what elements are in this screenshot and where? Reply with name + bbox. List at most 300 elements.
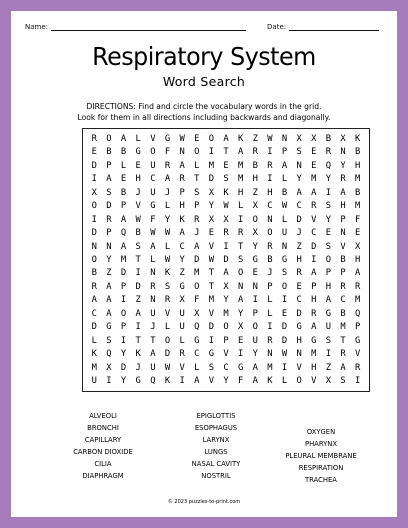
grid-letter[interactable]: S bbox=[325, 241, 332, 252]
grid-letter[interactable]: K bbox=[355, 133, 361, 144]
grid-letter[interactable]: O bbox=[194, 281, 200, 292]
grid-letter[interactable]: R bbox=[252, 147, 258, 158]
grid-letter[interactable]: M bbox=[237, 160, 244, 171]
grid-letter[interactable]: V bbox=[150, 133, 156, 144]
grid-letter[interactable]: L bbox=[164, 322, 171, 333]
grid-letter[interactable]: Y bbox=[208, 201, 214, 212]
grid-letter[interactable]: A bbox=[296, 187, 302, 198]
grid-letter[interactable]: N bbox=[296, 160, 302, 171]
grid-letter[interactable]: Q bbox=[106, 349, 112, 360]
grid-letter[interactable]: A bbox=[252, 376, 258, 387]
grid-letter[interactable]: L bbox=[267, 308, 273, 319]
grid-letter[interactable]: Y bbox=[252, 241, 258, 252]
grid-letter[interactable]: X bbox=[237, 322, 244, 333]
grid-letter[interactable]: P bbox=[355, 322, 361, 333]
grid-letter[interactable]: P bbox=[106, 160, 112, 171]
grid-letter[interactable]: H bbox=[340, 201, 346, 212]
grid-letter[interactable]: W bbox=[179, 133, 185, 144]
grid-letter[interactable]: D bbox=[223, 254, 229, 265]
grid-letter[interactable]: V bbox=[179, 362, 185, 373]
grid-letter[interactable]: A bbox=[252, 362, 258, 373]
grid-letter[interactable]: X bbox=[252, 201, 258, 212]
grid-letter[interactable]: P bbox=[120, 281, 127, 292]
grid-letter[interactable]: C bbox=[194, 349, 200, 360]
grid-letter[interactable]: Y bbox=[325, 214, 332, 225]
grid-letter[interactable]: L bbox=[150, 254, 156, 265]
grid-letter[interactable]: E bbox=[252, 268, 258, 279]
grid-letter[interactable]: O bbox=[120, 308, 127, 319]
grid-letter[interactable]: W bbox=[150, 228, 156, 239]
grid-letter[interactable]: O bbox=[91, 254, 97, 265]
grid-letter[interactable]: H bbox=[325, 281, 332, 292]
grid-letter[interactable]: H bbox=[252, 174, 258, 185]
grid-letter[interactable]: Z bbox=[179, 268, 185, 279]
grid-letter[interactable]: K bbox=[135, 349, 141, 360]
grid-letter[interactable]: O bbox=[223, 322, 229, 333]
grid-letter[interactable]: W bbox=[164, 362, 171, 373]
grid-letter[interactable]: E bbox=[311, 147, 317, 158]
grid-letter[interactable]: V bbox=[223, 349, 229, 360]
grid-letter[interactable]: K bbox=[164, 268, 171, 279]
grid-letter[interactable]: M bbox=[355, 174, 361, 185]
grid-letter[interactable]: Q bbox=[120, 228, 127, 239]
grid-letter[interactable]: N bbox=[237, 281, 244, 292]
grid-letter[interactable]: R bbox=[179, 174, 185, 185]
grid-letter[interactable]: O bbox=[281, 281, 288, 292]
grid-letter[interactable]: X bbox=[91, 187, 97, 198]
grid-letter[interactable]: R bbox=[194, 214, 200, 225]
grid-letter[interactable]: G bbox=[208, 349, 214, 360]
grid-letter[interactable]: Y bbox=[340, 160, 346, 171]
grid-letter[interactable]: T bbox=[150, 335, 156, 346]
grid-letter[interactable]: R bbox=[296, 268, 302, 279]
grid-letter[interactable]: P bbox=[223, 335, 229, 346]
grid-letter[interactable]: U bbox=[179, 322, 185, 333]
grid-letter[interactable]: K bbox=[223, 187, 229, 198]
grid-letter[interactable]: R bbox=[179, 349, 185, 360]
grid-letter[interactable]: C bbox=[267, 201, 273, 212]
grid-letter[interactable]: H bbox=[311, 362, 317, 373]
grid-letter[interactable]: Z bbox=[135, 295, 141, 306]
grid-letter[interactable]: S bbox=[135, 241, 141, 252]
grid-letter[interactable]: R bbox=[267, 335, 273, 346]
grid-letter[interactable]: A bbox=[194, 241, 200, 252]
grid-letter[interactable]: B bbox=[325, 133, 332, 144]
grid-letter[interactable]: G bbox=[311, 335, 317, 346]
grid-letter[interactable]: P bbox=[267, 281, 273, 292]
grid-letter[interactable]: A bbox=[194, 376, 200, 387]
grid-letter[interactable]: P bbox=[194, 201, 200, 212]
grid-letter[interactable]: I bbox=[179, 376, 185, 387]
grid-letter[interactable]: B bbox=[120, 147, 127, 158]
grid-letter[interactable]: A bbox=[237, 295, 244, 306]
grid-letter[interactable]: J bbox=[267, 268, 273, 279]
grid-letter[interactable]: L bbox=[194, 362, 200, 373]
grid-letter[interactable]: O bbox=[267, 228, 273, 239]
grid-letter[interactable]: E bbox=[223, 160, 229, 171]
grid-letter[interactable]: R bbox=[267, 160, 273, 171]
grid-letter[interactable]: R bbox=[106, 214, 112, 225]
grid-letter[interactable]: N bbox=[267, 349, 273, 360]
grid-letter[interactable]: C bbox=[150, 174, 156, 185]
grid-letter[interactable]: P bbox=[340, 214, 346, 225]
grid-letter[interactable]: Y bbox=[179, 254, 185, 265]
grid-letter[interactable]: B bbox=[355, 147, 361, 158]
grid-letter[interactable]: T bbox=[194, 174, 200, 185]
grid-letter[interactable]: G bbox=[325, 308, 332, 319]
grid-letter[interactable]: A bbox=[340, 187, 346, 198]
grid-letter[interactable]: V bbox=[208, 376, 214, 387]
grid-letter[interactable]: U bbox=[252, 335, 258, 346]
grid-letter[interactable]: Y bbox=[325, 174, 332, 185]
grid-letter[interactable]: G bbox=[135, 147, 141, 158]
grid-letter[interactable]: A bbox=[179, 228, 185, 239]
grid-letter[interactable]: X bbox=[208, 187, 214, 198]
grid-letter[interactable]: A bbox=[223, 268, 229, 279]
grid-letter[interactable]: E bbox=[311, 160, 317, 171]
grid-letter[interactable]: I bbox=[106, 376, 112, 387]
grid-letter[interactable]: S bbox=[208, 362, 214, 373]
grid-letter[interactable]: A bbox=[150, 241, 156, 252]
grid-letter[interactable]: N bbox=[281, 241, 288, 252]
grid-letter[interactable]: S bbox=[281, 268, 288, 279]
grid-letter[interactable]: J bbox=[135, 362, 141, 373]
grid-letter[interactable]: H bbox=[267, 187, 273, 198]
grid-letter[interactable]: R bbox=[340, 281, 346, 292]
grid-letter[interactable]: K bbox=[267, 376, 273, 387]
grid-letter[interactable]: M bbox=[311, 349, 317, 360]
grid-letter[interactable]: H bbox=[237, 187, 244, 198]
grid-letter[interactable]: V bbox=[208, 308, 214, 319]
grid-letter[interactable]: R bbox=[355, 362, 361, 373]
grid-letter[interactable]: Q bbox=[325, 160, 332, 171]
grid-letter[interactable]: U bbox=[179, 308, 185, 319]
grid-letter[interactable]: U bbox=[150, 187, 156, 198]
grid-letter[interactable]: F bbox=[237, 376, 244, 387]
grid-letter[interactable]: P bbox=[252, 308, 258, 319]
grid-letter[interactable]: X bbox=[223, 214, 229, 225]
grid-letter[interactable]: V bbox=[355, 349, 361, 360]
grid-letter[interactable]: L bbox=[135, 133, 141, 144]
grid-letter[interactable]: B bbox=[340, 254, 346, 265]
grid-letter[interactable]: H bbox=[135, 174, 141, 185]
grid-letter[interactable]: R bbox=[164, 295, 171, 306]
grid-letter[interactable]: H bbox=[355, 254, 361, 265]
grid-letter[interactable]: X bbox=[355, 241, 361, 252]
grid-letter[interactable]: W bbox=[135, 214, 141, 225]
grid-letter[interactable]: W bbox=[164, 254, 171, 265]
grid-letter[interactable]: D bbox=[281, 322, 288, 333]
grid-letter[interactable]: I bbox=[91, 214, 97, 225]
grid-letter[interactable]: M bbox=[355, 295, 361, 306]
grid-letter[interactable]: O bbox=[194, 147, 200, 158]
grid-letter[interactable]: Z bbox=[296, 241, 302, 252]
grid-letter[interactable]: G bbox=[252, 254, 258, 265]
grid-letter[interactable]: N bbox=[281, 133, 288, 144]
grid-letter[interactable]: N bbox=[267, 214, 273, 225]
grid-letter[interactable]: P bbox=[325, 268, 332, 279]
grid-letter[interactable]: X bbox=[223, 281, 229, 292]
grid-letter[interactable]: I bbox=[311, 254, 317, 265]
grid-letter[interactable]: I bbox=[325, 187, 332, 198]
grid-letter[interactable]: R bbox=[325, 147, 332, 158]
grid-letter[interactable]: O bbox=[164, 335, 171, 346]
grid-letter[interactable]: N bbox=[150, 268, 156, 279]
grid-letter[interactable]: O bbox=[208, 133, 214, 144]
grid-letter[interactable]: B bbox=[106, 147, 112, 158]
grid-letter[interactable]: E bbox=[91, 147, 97, 158]
grid-letter[interactable]: L bbox=[179, 335, 185, 346]
grid-letter[interactable]: T bbox=[340, 335, 346, 346]
grid-letter[interactable]: L bbox=[281, 376, 288, 387]
grid-letter[interactable]: G bbox=[296, 322, 302, 333]
grid-letter[interactable]: C bbox=[340, 295, 346, 306]
grid-letter[interactable]: H bbox=[355, 160, 361, 171]
grid-letter[interactable]: Y bbox=[164, 214, 171, 225]
grid-letter[interactable]: Y bbox=[223, 295, 229, 306]
grid-letter[interactable]: D bbox=[91, 160, 97, 171]
grid-letter[interactable]: T bbox=[208, 268, 214, 279]
grid-letter[interactable]: E bbox=[120, 174, 127, 185]
grid-letter[interactable]: A bbox=[237, 147, 244, 158]
grid-letter[interactable]: X bbox=[208, 214, 214, 225]
grid-letter[interactable]: N bbox=[106, 241, 112, 252]
grid-letter[interactable]: R bbox=[311, 201, 317, 212]
grid-letter[interactable]: I bbox=[325, 349, 332, 360]
grid-letter[interactable]: R bbox=[340, 174, 346, 185]
grid-letter[interactable]: S bbox=[325, 335, 332, 346]
grid-letter[interactable]: N bbox=[91, 241, 97, 252]
grid-letter[interactable]: A bbox=[340, 362, 346, 373]
grid-letter[interactable]: Q bbox=[194, 322, 200, 333]
grid-letter[interactable]: D bbox=[120, 268, 127, 279]
grid-letter[interactable]: S bbox=[223, 174, 229, 185]
grid-letter[interactable]: J bbox=[296, 228, 302, 239]
grid-letter[interactable]: M bbox=[120, 254, 127, 265]
grid-letter[interactable]: K bbox=[91, 349, 97, 360]
grid-letter[interactable]: L bbox=[267, 295, 273, 306]
grid-letter[interactable]: X bbox=[340, 133, 346, 144]
grid-letter[interactable]: I bbox=[237, 214, 244, 225]
grid-letter[interactable]: I bbox=[208, 147, 214, 158]
grid-letter[interactable]: R bbox=[150, 281, 156, 292]
grid-letter[interactable]: I bbox=[267, 174, 273, 185]
grid-letter[interactable]: E bbox=[281, 308, 288, 319]
grid-letter[interactable]: E bbox=[237, 335, 244, 346]
grid-letter[interactable]: A bbox=[164, 174, 171, 185]
grid-letter[interactable]: V bbox=[311, 214, 317, 225]
grid-letter[interactable]: L bbox=[120, 160, 127, 171]
grid-letter[interactable]: C bbox=[223, 362, 229, 373]
grid-letter[interactable]: K bbox=[179, 214, 185, 225]
grid-letter[interactable]: I bbox=[267, 322, 273, 333]
grid-letter[interactable]: T bbox=[223, 147, 229, 158]
grid-letter[interactable]: V bbox=[296, 362, 302, 373]
grid-letter[interactable]: A bbox=[120, 133, 127, 144]
grid-letter[interactable]: C bbox=[296, 295, 302, 306]
grid-letter[interactable]: M bbox=[267, 362, 273, 373]
grid-letter[interactable]: Y bbox=[120, 376, 127, 387]
grid-letter[interactable]: Q bbox=[150, 376, 156, 387]
grid-letter[interactable]: C bbox=[311, 228, 317, 239]
grid-letter[interactable]: I bbox=[267, 147, 273, 158]
grid-letter[interactable]: I bbox=[208, 335, 214, 346]
grid-letter[interactable]: Y bbox=[223, 376, 229, 387]
grid-letter[interactable]: Y bbox=[120, 349, 127, 360]
grid-letter[interactable]: G bbox=[194, 335, 200, 346]
grid-letter[interactable]: D bbox=[91, 322, 97, 333]
grid-letter[interactable]: P bbox=[340, 268, 346, 279]
grid-letter[interactable]: R bbox=[311, 308, 317, 319]
grid-letter[interactable]: M bbox=[194, 268, 200, 279]
grid-letter[interactable]: S bbox=[106, 335, 112, 346]
grid-letter[interactable]: S bbox=[164, 281, 171, 292]
grid-letter[interactable]: N bbox=[340, 228, 346, 239]
grid-letter[interactable]: G bbox=[281, 254, 288, 265]
grid-letter[interactable]: N bbox=[150, 295, 156, 306]
grid-letter[interactable]: Z bbox=[252, 187, 258, 198]
grid-letter[interactable]: J bbox=[164, 187, 171, 198]
grid-letter[interactable]: Y bbox=[252, 349, 258, 360]
grid-letter[interactable]: S bbox=[106, 187, 112, 198]
grid-letter[interactable]: N bbox=[252, 281, 258, 292]
grid-letter[interactable]: V bbox=[311, 376, 317, 387]
grid-letter[interactable]: I bbox=[135, 322, 141, 333]
grid-letter[interactable]: L bbox=[281, 214, 288, 225]
grid-letter[interactable]: N bbox=[296, 349, 302, 360]
grid-letter[interactable]: I bbox=[252, 295, 258, 306]
grid-letter[interactable]: R bbox=[91, 281, 97, 292]
grid-letter[interactable]: A bbox=[120, 214, 127, 225]
grid-letter[interactable]: R bbox=[164, 160, 171, 171]
grid-letter[interactable]: N bbox=[179, 147, 185, 158]
grid-letter[interactable]: O bbox=[150, 147, 156, 158]
grid-letter[interactable]: U bbox=[150, 308, 156, 319]
grid-letter[interactable]: R bbox=[355, 281, 361, 292]
grid-letter[interactable]: S bbox=[325, 201, 332, 212]
grid-letter[interactable]: A bbox=[106, 174, 112, 185]
grid-letter[interactable]: B bbox=[267, 254, 273, 265]
grid-letter[interactable]: O bbox=[325, 254, 332, 265]
grid-letter[interactable]: L bbox=[164, 241, 171, 252]
date-field[interactable] bbox=[289, 24, 379, 31]
grid-letter[interactable]: A bbox=[179, 160, 185, 171]
grid-letter[interactable]: O bbox=[91, 201, 97, 212]
grid-letter[interactable]: T bbox=[237, 241, 244, 252]
grid-letter[interactable]: A bbox=[120, 241, 127, 252]
grid-letter[interactable]: Z bbox=[325, 362, 332, 373]
grid-letter[interactable]: E bbox=[296, 281, 302, 292]
grid-letter[interactable]: P bbox=[179, 187, 185, 198]
grid-letter[interactable]: D bbox=[296, 214, 302, 225]
grid-letter[interactable]: I bbox=[91, 174, 97, 185]
grid-letter[interactable]: B bbox=[340, 308, 346, 319]
grid-letter[interactable]: P bbox=[106, 228, 112, 239]
grid-letter[interactable]: I bbox=[135, 268, 141, 279]
grid-letter[interactable]: F bbox=[164, 147, 171, 158]
grid-letter[interactable]: C bbox=[91, 308, 97, 319]
grid-letter[interactable]: N bbox=[340, 147, 346, 158]
grid-letter[interactable]: J bbox=[135, 187, 141, 198]
grid-letter[interactable]: A bbox=[91, 295, 97, 306]
grid-letter[interactable]: A bbox=[325, 295, 332, 306]
grid-letter[interactable]: F bbox=[355, 214, 361, 225]
grid-letter[interactable]: G bbox=[164, 133, 171, 144]
grid-letter[interactable]: E bbox=[325, 228, 332, 239]
grid-letter[interactable]: Z bbox=[252, 133, 258, 144]
grid-letter[interactable]: B bbox=[355, 187, 361, 198]
grid-letter[interactable]: W bbox=[281, 349, 288, 360]
grid-letter[interactable]: I bbox=[120, 295, 127, 306]
grid-letter[interactable]: Y bbox=[296, 174, 302, 185]
grid-letter[interactable]: O bbox=[106, 133, 112, 144]
grid-letter[interactable]: D bbox=[208, 174, 214, 185]
grid-letter[interactable]: M bbox=[237, 174, 244, 185]
grid-letter[interactable]: U bbox=[150, 362, 156, 373]
grid-letter[interactable]: J bbox=[150, 322, 156, 333]
grid-letter[interactable]: F bbox=[194, 295, 200, 306]
grid-letter[interactable]: A bbox=[311, 322, 317, 333]
grid-letter[interactable]: X bbox=[179, 295, 185, 306]
grid-letter[interactable]: I bbox=[281, 295, 288, 306]
grid-letter[interactable]: I bbox=[120, 335, 127, 346]
grid-letter[interactable]: O bbox=[252, 322, 258, 333]
grid-letter[interactable]: P bbox=[311, 281, 317, 292]
grid-letter[interactable]: I bbox=[223, 241, 229, 252]
grid-letter[interactable]: A bbox=[355, 268, 361, 279]
grid-letter[interactable]: B bbox=[252, 160, 258, 171]
grid-letter[interactable]: E bbox=[135, 160, 141, 171]
grid-letter[interactable]: S bbox=[296, 147, 302, 158]
grid-letter[interactable]: A bbox=[106, 281, 112, 292]
grid-letter[interactable]: X bbox=[325, 376, 332, 387]
grid-letter[interactable]: M bbox=[311, 174, 317, 185]
grid-letter[interactable]: K bbox=[164, 376, 171, 387]
grid-letter[interactable]: P bbox=[281, 147, 288, 158]
grid-letter[interactable]: D bbox=[106, 201, 112, 212]
grid-letter[interactable]: U bbox=[150, 160, 156, 171]
grid-letter[interactable]: D bbox=[296, 308, 302, 319]
grid-letter[interactable]: L bbox=[164, 201, 171, 212]
grid-letter[interactable]: O bbox=[252, 214, 258, 225]
grid-letter[interactable]: A bbox=[311, 268, 317, 279]
grid-letter[interactable]: A bbox=[150, 349, 156, 360]
grid-letter[interactable]: A bbox=[106, 308, 112, 319]
grid-letter[interactable]: Z bbox=[106, 268, 112, 279]
grid-letter[interactable]: A bbox=[281, 160, 288, 171]
name-field[interactable] bbox=[51, 24, 246, 31]
grid-letter[interactable]: R bbox=[91, 133, 97, 144]
grid-letter[interactable]: X bbox=[296, 133, 302, 144]
grid-letter[interactable]: D bbox=[91, 228, 97, 239]
grid-letter[interactable]: T bbox=[208, 281, 214, 292]
grid-letter[interactable]: G bbox=[179, 281, 185, 292]
grid-letter[interactable]: V bbox=[135, 201, 141, 212]
grid-letter[interactable]: C bbox=[179, 241, 185, 252]
grid-letter[interactable]: C bbox=[296, 201, 302, 212]
grid-letter[interactable]: G bbox=[106, 322, 112, 333]
grid-letter[interactable]: P bbox=[120, 322, 127, 333]
grid-letter[interactable]: A bbox=[135, 308, 141, 319]
grid-letter[interactable]: D bbox=[208, 322, 214, 333]
grid-letter[interactable]: Q bbox=[355, 308, 361, 319]
grid-letter[interactable]: I bbox=[281, 362, 288, 373]
grid-letter[interactable]: D bbox=[120, 362, 127, 373]
grid-letter[interactable]: H bbox=[311, 295, 317, 306]
grid-letter[interactable]: A bbox=[311, 187, 317, 198]
grid-letter[interactable]: W bbox=[164, 228, 171, 239]
grid-letter[interactable]: W bbox=[281, 201, 288, 212]
